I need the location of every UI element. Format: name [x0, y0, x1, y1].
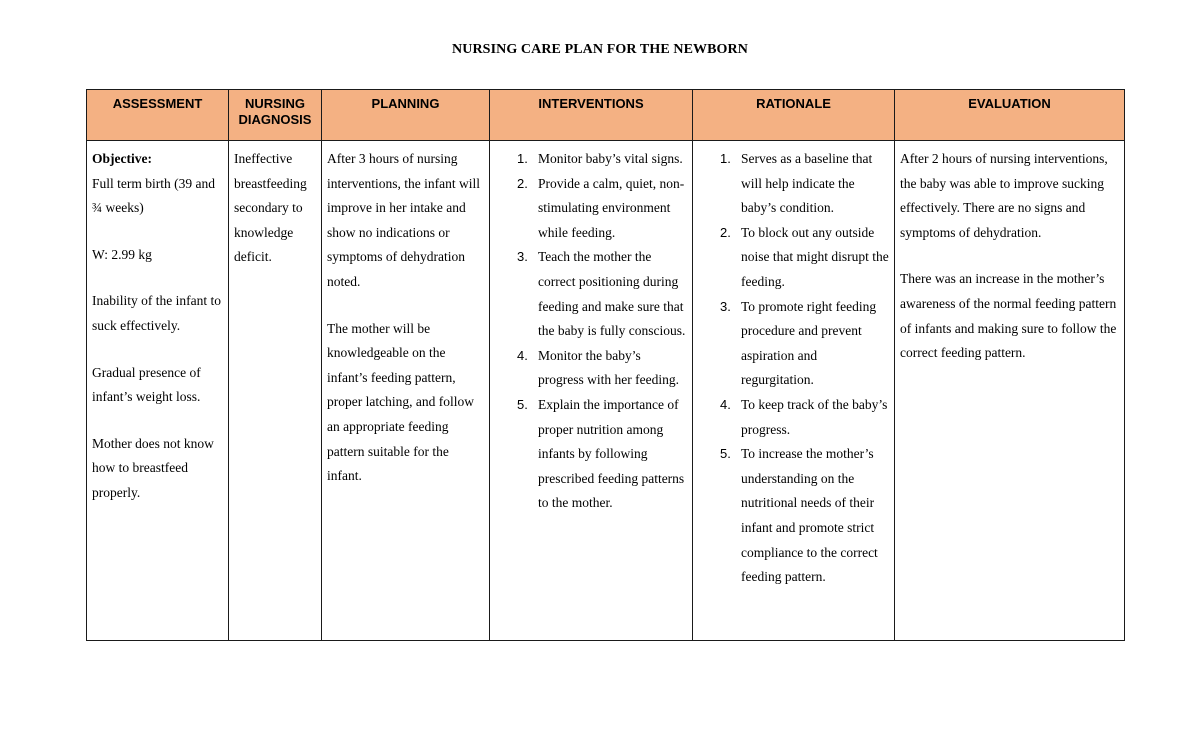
- assessment-item-mother-knowledge: Mother does not know how to breastfeed properly.: [92, 435, 214, 500]
- intervention-item: [495, 344, 687, 393]
- content-row: [87, 141, 1125, 641]
- rationale-item: [698, 221, 889, 295]
- intervention-text: Monitor baby’s vital signs.: [538, 151, 683, 166]
- planning-goal-infant: After 3 hours of nursing interventions, the infant will improve in her intake and show no indications or symptoms of dehydration noted.: [327, 151, 480, 289]
- rationale-item: [698, 147, 889, 221]
- intervention-item: [495, 393, 687, 516]
- rationale-number: 3.: [720, 298, 731, 314]
- rationale-item: [698, 442, 889, 590]
- intervention-item: [495, 147, 687, 172]
- intervention-text: Teach the mother the correct positioning during feeding and make sure that the baby is fully conscious.: [538, 249, 686, 339]
- rationale-text: To promote right feeding procedure and prevent aspiration and regurgitation.: [741, 298, 877, 388]
- header-nursing-diagnosis: [229, 90, 322, 141]
- intervention-number: 4.: [517, 347, 528, 363]
- rationale-item: [698, 393, 889, 442]
- intervention-item: [495, 245, 687, 343]
- assessment-item-weight-loss: Gradual presence of infant’s weight loss.: [92, 364, 201, 405]
- rationale-number: 2.: [720, 224, 731, 240]
- assessment-item-weight: W: 2.99 kg: [92, 246, 152, 262]
- assessment-item-sucking: Inability of the infant to suck effectively.: [92, 293, 221, 333]
- interventions-cell: [490, 141, 693, 641]
- rationale-text: Serves as a baseline that will help indicate the baby’s condition.: [741, 151, 873, 216]
- header-planning: PLANNING: [322, 90, 490, 141]
- intervention-number: 1.: [517, 151, 528, 166]
- rationale-number: 1.: [720, 151, 731, 166]
- intervention-number: 3.: [517, 249, 528, 265]
- interventions-list: [495, 147, 687, 516]
- rationale-text: To increase the mother’s understanding on the nutritional needs of their infant and promote strict compliance to the correct feeding pattern.: [741, 446, 878, 585]
- objective-label: Objective:: [92, 151, 152, 166]
- evaluation-cell: [895, 141, 1125, 641]
- care-plan-table: [86, 89, 1125, 641]
- rationale-cell: [693, 141, 895, 641]
- intervention-number: 2.: [517, 175, 528, 191]
- rationale-item: [698, 295, 889, 393]
- evaluation-mother: There was an increase in the mother’s awareness of the normal feeding pattern of infants and making sure to follow the correct feeding pattern.: [900, 271, 1117, 361]
- rationale-text: To keep track of the baby’s progress.: [741, 396, 888, 437]
- header-assessment: ASSESSMENT: [87, 90, 229, 141]
- evaluation-infant: After 2 hours of nursing interventions, the baby was able to improve sucking effectively. There are no signs and symptoms of dehydration.: [900, 151, 1108, 240]
- header-rationale: RATIONALE: [693, 90, 895, 141]
- rationale-number: 5.: [720, 446, 731, 462]
- assessment-item-term-birth: Full term birth (39 and ¾ weeks): [92, 175, 215, 216]
- intervention-text: Provide a calm, quiet, non-stimulating environment while feeding.: [538, 175, 685, 240]
- intervention-item: [495, 172, 687, 246]
- rationale-list: [698, 147, 889, 590]
- planning-goal-mother: The mother will be knowledgeable on the infant’s feeding pattern, proper latching, and follow an appropriate feeding pattern suitable for the infant.: [327, 320, 474, 484]
- diagnosis-text: Ineffective breastfeeding secondary to knowledge deficit.: [234, 151, 307, 265]
- header-evaluation: EVALUATION: [895, 90, 1125, 141]
- rationale-text: To block out any outside noise that might disrupt the feeding.: [741, 224, 889, 289]
- header-interventions: INTERVENTIONS: [490, 90, 693, 141]
- diagnosis-cell: [229, 141, 322, 641]
- document-title: NURSING CARE PLAN FOR THE NEWBORN: [452, 42, 748, 57]
- intervention-text: Monitor the baby’s progress with her feeding.: [538, 347, 679, 388]
- planning-cell: [322, 141, 490, 641]
- header-diagnosis-line2: DIAGNOSIS: [238, 112, 312, 127]
- assessment-cell: [87, 141, 229, 641]
- header-diagnosis-line1: NURSING: [245, 96, 305, 111]
- intervention-number: 5.: [517, 396, 528, 412]
- header-row: [87, 90, 1125, 141]
- intervention-text: Explain the importance of proper nutrition among infants by following prescribed feeding patterns to the mother.: [538, 396, 685, 511]
- rationale-number: 4.: [720, 396, 731, 412]
